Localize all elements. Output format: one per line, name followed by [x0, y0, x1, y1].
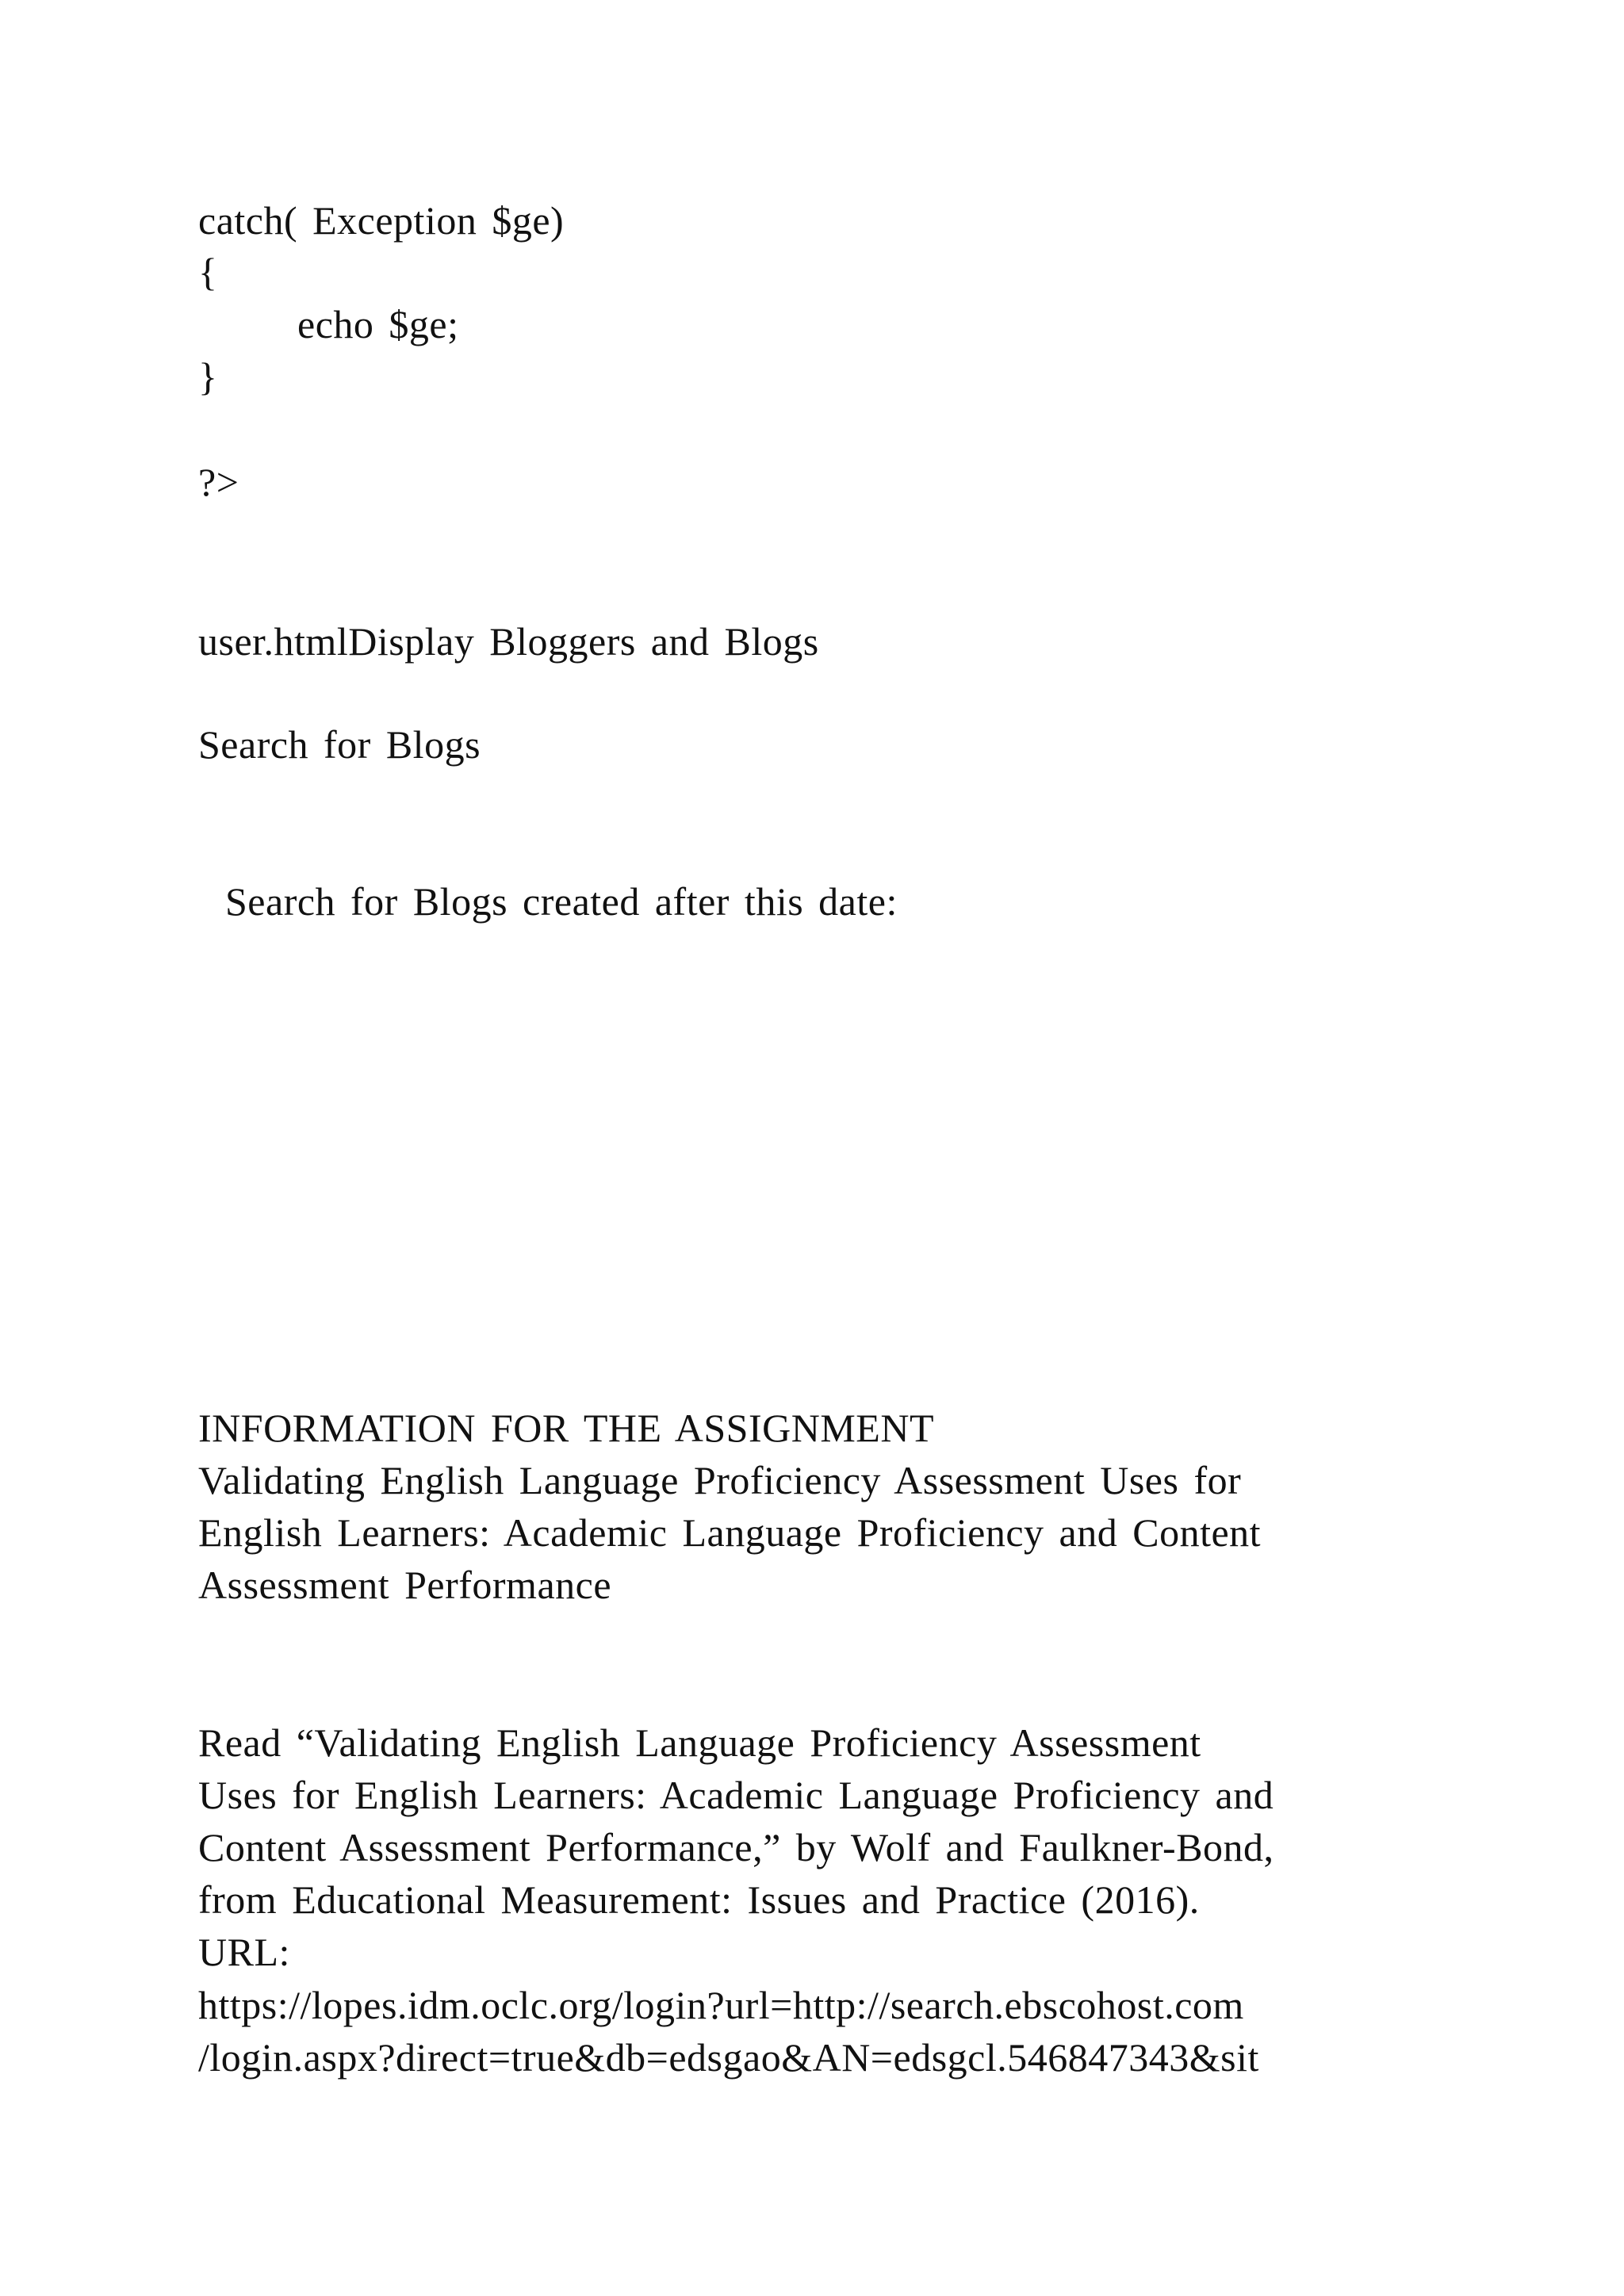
search-label: Search for Blogs — [198, 722, 481, 767]
assignment-body-line: Uses for English Learners: Academic Language Proficiency and — [198, 1773, 1274, 1817]
assignment-body-line: Content Assessment Performance,” by Wolf and Faulkner-Bond, — [198, 1825, 1274, 1869]
assignment-body-line: from Educational Measurement: Issues and Practice (2016). — [198, 1877, 1200, 1922]
code-php-close: ?> — [198, 460, 239, 504]
assignment-title-line: English Learners: Academic Language Proficiency and Content — [198, 1510, 1262, 1555]
url-label: URL: — [198, 1930, 290, 1974]
assignment-title-line: Assessment Performance — [198, 1563, 612, 1607]
assignment-heading: INFORMATION FOR THE ASSIGNMENT — [198, 1406, 934, 1450]
form-heading: user.htmlDisplay Bloggers and Blogs — [198, 619, 819, 664]
assignment-title-line: Validating English Language Proficiency Assessment Uses for — [198, 1458, 1242, 1502]
code-close-brace: } — [198, 354, 218, 399]
code-catch-line: catch( Exception $ge) — [198, 198, 565, 243]
code-open-brace: { — [198, 250, 218, 294]
url-line: https://lopes.idm.oclc.org/login?url=http://search.ebscohost.com — [198, 1983, 1244, 2027]
url-line: /login.aspx?direct=true&db=edsgao&AN=edsgcl.546847343&sit — [198, 2035, 1259, 2080]
date-prompt: Search for Blogs created after this date: — [225, 879, 898, 924]
code-echo-line: echo $ge; — [297, 302, 459, 346]
assignment-body-line: Read “Validating English Language Proficiency Assessment — [198, 1720, 1201, 1765]
